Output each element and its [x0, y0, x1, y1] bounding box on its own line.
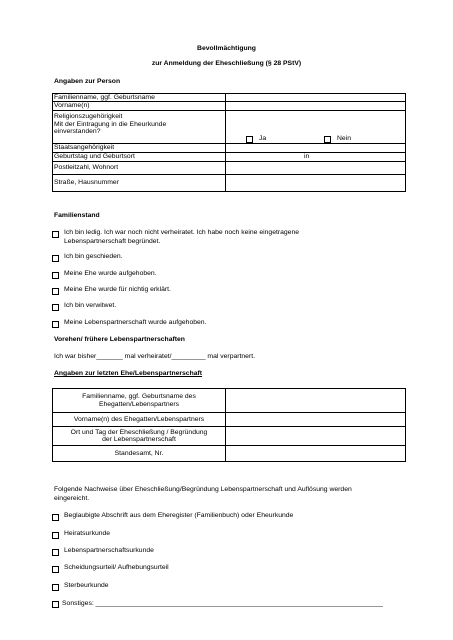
lp-aufgehoben-checkbox[interactable] — [52, 321, 59, 328]
nichtig-checkbox[interactable] — [52, 288, 59, 295]
nichtig-label: Meine Ehe wurde für nichtig erklärt. — [64, 286, 171, 293]
geburtstag-field[interactable] — [226, 152, 406, 161]
partner-vorname-field[interactable] — [226, 413, 406, 427]
geschieden-label: Ich bin geschieden. — [64, 253, 123, 260]
religion-question-line1: Mit der Eintragung in die Eheurkunde — [54, 120, 167, 128]
heiratsurkunde-checkbox[interactable] — [52, 532, 59, 539]
familienname-field[interactable] — [226, 94, 406, 102]
religion-field[interactable] — [226, 111, 406, 144]
heiratsurkunde-label: Heiratsurkunde — [64, 530, 111, 537]
eheschliessung-line1: Ort und Tag der Eheschließung / Begründung — [70, 428, 208, 436]
vorname-field[interactable] — [226, 102, 406, 111]
scheidungsurteil-checkbox[interactable] — [52, 566, 59, 573]
geburtsort-in-label: in — [304, 152, 310, 160]
document-title: Bevollmächtigung — [197, 45, 256, 52]
religion-cell — [53, 111, 226, 144]
nachweise-intro-line2: eingereicht. — [54, 495, 90, 502]
plz-label: Postleitzahl, Wohnort — [53, 161, 226, 174]
vorehen-text: Ich war bisher_______ mal verheiratet/_________ mal verpartnert. — [54, 353, 256, 360]
section-heading-familienstand: Familienstand — [54, 212, 100, 219]
ledig-label-line1: Ich bin ledig. Ich war noch nicht verheiratet. Ich habe noch keine eingetragene — [64, 229, 300, 236]
eheschliessung-field[interactable] — [226, 427, 406, 446]
partner-name-field[interactable] — [226, 389, 406, 413]
abschrift-label: Beglaubigte Abschrift aus dem Eheregister (Familienbuch) oder Eheurkunde — [64, 512, 294, 519]
sterbeurkunde-label: Sterbeurkunde — [64, 582, 109, 589]
verwitwet-label: Ich bin verwitwet. — [64, 302, 117, 309]
partner-name-line1: Familienname, ggf. Geburtsname des — [82, 393, 196, 401]
section-heading-person: Angaben zur Person — [54, 78, 121, 85]
ledig-checkbox[interactable] — [52, 231, 59, 238]
eheschliessung-label — [53, 427, 226, 446]
section-heading-vorehen: Vorehen/ frühere Lebenspartnerschaften — [54, 336, 185, 343]
aufgehoben-checkbox[interactable] — [52, 272, 59, 279]
aufgehoben-label: Meine Ehe wurde aufgehoben. — [64, 270, 157, 277]
partner-name-label — [53, 389, 226, 413]
partner-vorname-label: Vorname(n) des Ehegatten/Lebenspartners — [53, 413, 226, 427]
lp-urkunde-checkbox[interactable] — [52, 549, 59, 556]
staat-field[interactable] — [226, 144, 406, 152]
nein-label: Nein — [337, 135, 351, 143]
ledig-label-line2: Lebenspartnerschaft begründet. — [64, 238, 161, 245]
geschieden-checkbox[interactable] — [52, 255, 59, 262]
section-heading-letzte-ehe: Angaben zur letzten Ehe/Lebenspartnerschaft — [54, 370, 203, 377]
nein-checkbox[interactable] — [324, 136, 331, 143]
familienname-label: Familienname, ggf. Geburtsname — [53, 94, 226, 102]
strasse-field[interactable] — [226, 174, 406, 191]
person-table — [52, 93, 406, 192]
verwitwet-checkbox[interactable] — [52, 304, 59, 311]
religion-label: Religionszugehörigkeit — [54, 113, 123, 121]
standesamt-field[interactable] — [226, 446, 406, 462]
plz-field[interactable] — [226, 161, 406, 174]
partner-name-line2: Ehegatten/Lebenspartners — [98, 400, 180, 408]
sonstiges-checkbox[interactable] — [52, 601, 59, 608]
ja-checkbox[interactable] — [246, 136, 253, 143]
vorname-label: Vorname(n) — [53, 102, 226, 111]
strasse-label: Straße, Hausnummer — [53, 174, 226, 191]
document-subtitle: zur Anmeldung der Eheschließung (§ 28 PStV) — [151, 60, 302, 67]
sonstiges-label[interactable]: Sonstiges: ____________________________________________________________________________ — [62, 600, 383, 607]
lp-aufgehoben-label: Meine Lebenspartnerschaft wurde aufgehoben. — [64, 319, 207, 326]
religion-question-line2: einverstanden? — [54, 128, 101, 136]
scheidungsurteil-label: Scheidungsurteil/ Aufhebungsurteil — [64, 564, 169, 571]
letzte-ehe-table — [52, 388, 406, 462]
ja-label: Ja — [259, 135, 267, 143]
abschrift-checkbox[interactable] — [52, 514, 59, 521]
geburtstag-label: Geburtstag und Geburtsort — [53, 152, 226, 161]
standesamt-label: Standesamt, Nr. — [53, 446, 226, 462]
nachweise-intro-line1: Folgende Nachweise über Eheschließung/Begründung Lebenspartnerschaft und Auflösung werden — [54, 486, 352, 493]
eheschliessung-line2: der Lebenspartnerschaft — [102, 436, 176, 443]
lp-urkunde-label: Lebenspartnerschaftsurkunde — [64, 547, 154, 554]
staat-label: Staatsangehörigkeit — [53, 144, 226, 152]
sterbeurkunde-checkbox[interactable] — [52, 584, 59, 591]
